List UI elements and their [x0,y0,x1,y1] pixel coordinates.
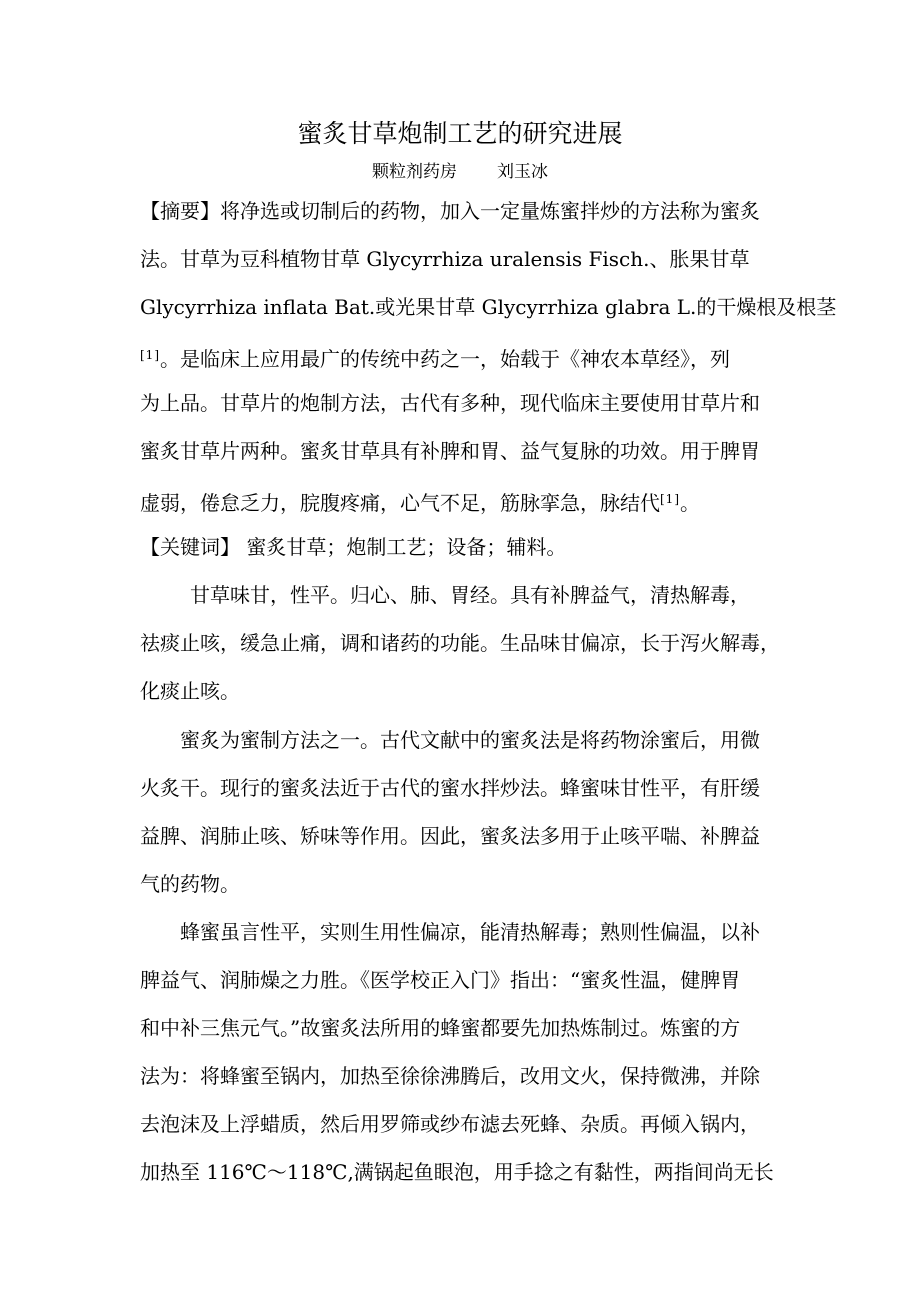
paragraph-line: 去泡沫及上浮蜡质，然后用罗筛或纱布滤去死蜂、杂质。再倾入锅内， [140,1112,760,1136]
abstract-line-tail: 。 [680,491,700,515]
paragraph-line: 加热至 116℃～118℃,满锅起鱼眼泡，用手捻之有黏性，两指间尚无长 [140,1160,774,1184]
paragraph-line: 脾益气、润肺燥之力胜。《医学校正入门》指出：“蜜炙性温，健脾胃 [140,968,741,992]
paragraph-line: 益脾、润肺止咳、矫味等作用。因此，蜜炙法多用于止咳平喘、补脾益 [140,824,760,848]
abstract-line: 法。甘草为豆科植物甘草 Glycyrrhiza uralensis Fisch.、胀果甘草 [140,247,750,271]
citation-marker: [1] [660,492,680,506]
paragraph-line: 蜂蜜虽言性平，实则生用性偏凉，能清热解毒；熟则性偏温，以补 [180,920,760,944]
document-title: 蜜炙甘草炮制工艺的研究进展 [297,119,623,148]
byline [0,160,920,184]
abstract-line: 【摘要】将净选或切制后的药物，加入一定量炼蜜拌炒的方法称为蜜炙 [140,199,760,223]
abstract-line-text: 虚弱，倦怠乏力，脘腹疼痛，心气不足，筋脉挛急，脉结代 [140,491,660,515]
abstract-line: Glycyrrhiza inflata Bat.或光果甘草 Glycyrrhiza glabra L.的干燥根及根茎 [140,295,837,319]
author-name: 刘玉冰 [497,162,548,182]
paragraph-line: 蜜炙为蜜制方法之一。古代文献中的蜜炙法是将药物涂蜜后，用微 [180,728,760,752]
keywords-line: 【关键词】 蜜炙甘草；炮制工艺；设备；辅料。 [140,535,567,559]
paragraph-line: 化痰止咳。 [140,679,240,703]
paragraph-line: 和中补三焦元气。”故蜜炙法所用的蜂蜜都要先加热炼制过。炼蜜的方 [140,1016,741,1040]
abstract-line [140,484,790,518]
paragraph-line: 火炙干。现行的蜜炙法近于古代的蜜水拌炒法。蜂蜜味甘性平，有肝缓 [140,776,760,800]
paragraph-line: 法为：将蜂蜜至锅内，加热至徐徐沸腾后，改用文火，保持微沸，并除 [140,1064,760,1088]
department-name: 颗粒剂药房 [372,162,457,182]
abstract-line: 蜜炙甘草片两种。蜜炙甘草具有补脾和胃、益气复脉的功效。用于脾胃 [140,439,760,463]
paragraph-line: 气的药物。 [140,872,240,896]
citation-marker: [1] [140,348,160,362]
paragraph-line: 祛痰止咳，缓急止痛，调和诸药的功能。生品味甘偏凉，长于泻火解毒， [140,631,780,655]
abstract-line [140,340,790,374]
paragraph-line: 甘草味甘，性平。归心、肺、胃经。具有补脾益气，清热解毒， [190,583,750,607]
abstract-line: 为上品。甘草片的炮制方法，古代有多种，现代临床主要使用甘草片和 [140,391,760,415]
abstract-line-text: 。是临床上应用最广的传统中药之一，始载于《神农本草经》，列 [160,347,730,371]
